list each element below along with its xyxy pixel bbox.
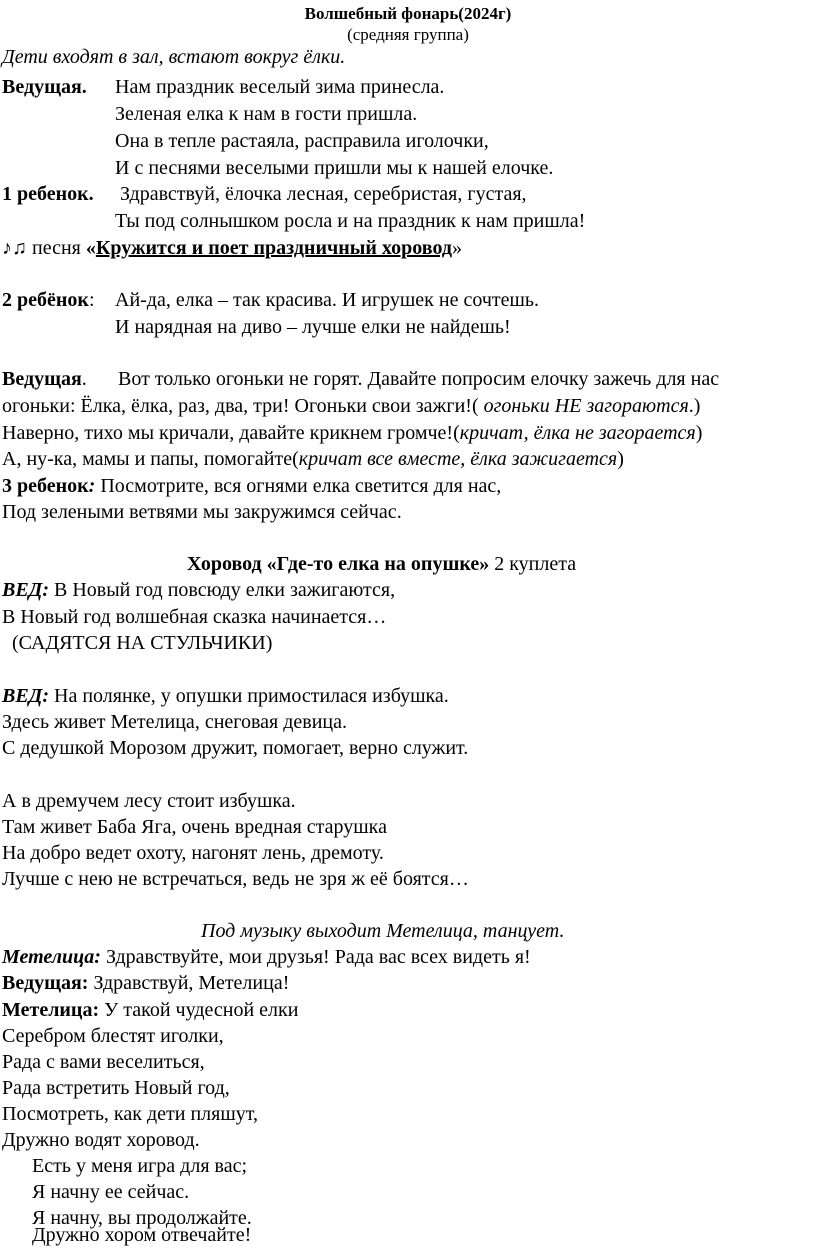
verse-line: Серебром блестят иголки, <box>2 1025 224 1047</box>
stage-direction: Под музыку выходит Метелица, танцует. <box>201 920 565 942</box>
speaker-label: Метелица: <box>2 946 101 968</box>
verse-line: Я начну, вы продолжайте. <box>32 1207 252 1229</box>
song-prefix: песня <box>27 237 86 259</box>
stage-direction: (САДЯТСЯ НА СТУЛЬЧИКИ) <box>12 632 273 654</box>
speaker-label: ВЕД: <box>2 685 50 707</box>
verse-line: Дружно водят хоровод. <box>2 1129 200 1151</box>
verse-line: Дружно хором отвечайте! <box>32 1224 252 1246</box>
verse-line <box>2 393 700 419</box>
line-text: Посмотрите, вся огнями елка светится для нас, <box>95 475 502 497</box>
verse-line: Есть у меня игра для вас; <box>32 1155 248 1177</box>
verse-line: Я начну ее сейчас. <box>32 1181 190 1203</box>
stage-direction: Дети входят в зал, встают вокруг ёлки. <box>2 46 346 68</box>
line-text: огоньки: Ёлка, ёлка, раз, два, три! Огоньки свои зажги!( <box>2 395 479 417</box>
verse-line: И с песнями веселыми пришли мы к нашей елочке. <box>115 157 554 179</box>
verse-line <box>2 446 624 472</box>
stage-note: кричат, ёлка не загорается <box>459 422 696 444</box>
line-text: А, ну-ка, мамы и папы, помогайте( <box>2 448 299 470</box>
verse-line <box>2 473 501 499</box>
document-title: Волшебный фонарь(2024г) <box>304 4 512 23</box>
song-title: Кружится и поет праздничный хоровод <box>95 237 452 259</box>
line-text: Здравствуй, Метелица! <box>88 972 290 994</box>
verse-line: А в дремучем лесу стоит избушка. <box>2 790 296 812</box>
verse-line: На добро ведет охоту, нагонят лень, дремоту. <box>2 842 384 864</box>
verse-line: Зеленая елка к нам в гости пришла. <box>115 103 418 125</box>
stage-note: кричат все вместе, ёлка зажигается <box>298 448 618 470</box>
song-line <box>2 235 462 261</box>
colon: : <box>88 289 95 311</box>
line-text: У такой чудесной елки <box>99 999 299 1021</box>
line-text: Здравствуйте, мои друзья! Рада вас всех видеть я! <box>100 946 531 968</box>
dot: . <box>81 368 87 390</box>
document-subtitle: (средняя группа) <box>347 25 469 44</box>
quote-open: « <box>85 237 96 259</box>
verse-line: И нарядная на диво – лучше елки не найдешь! <box>115 316 511 338</box>
verse-line: Посмотреть, как дети пляшут, <box>2 1103 258 1125</box>
verse-line <box>2 683 449 709</box>
verse-line <box>2 997 298 1023</box>
colon: : <box>88 475 96 497</box>
speaker-label: 2 ребёнок <box>2 289 89 311</box>
quote-close: » <box>452 237 462 259</box>
line-end: .) <box>688 395 701 417</box>
verse-line: Вот только огоньки не горят. Давайте попросим елочку зажечь для нас <box>118 368 720 390</box>
verse-line: Она в тепле растаяла, расправила иголочки, <box>115 130 489 152</box>
speaker-label: 1 ребенок. <box>2 183 94 205</box>
speaker-label: ВЕД: <box>2 579 50 601</box>
verse-line: Здравствуй, ёлочка лесная, серебристая, густая, <box>120 183 527 205</box>
verse-line: Здесь живет Метелица, снеговая девица. <box>2 711 348 733</box>
verse-line <box>2 420 702 446</box>
verse-line: Ты под солнышком росла и на праздник к нам пришла! <box>115 210 586 232</box>
round-dance-title: Хоровод «Где-то елка на опушке» <box>187 553 490 575</box>
verse-line: Там живет Баба Яга, очень вредная старушка <box>2 816 387 838</box>
verse-line: Нам праздник веселый зима принесла. <box>115 76 445 98</box>
speaker-label: Ведущая <box>2 368 82 390</box>
stage-note: огоньки НЕ загораются <box>478 395 689 417</box>
line-text: Наверно, тихо мы кричали, давайте крикнем громче!( <box>2 422 460 444</box>
section-heading <box>187 551 576 577</box>
verse-line: Под зелеными ветвями мы закружимся сейчас. <box>2 501 402 523</box>
line-text: В Новый год повсюду елки зажигаются, <box>49 579 396 601</box>
speaker-label: Ведущая. <box>2 76 87 98</box>
verse-line: В Новый год волшебная сказка начинается… <box>2 606 387 628</box>
verse-line: Лучше с нею не встречаться, ведь не зря ж её боятся… <box>2 868 469 890</box>
music-notes-icon: ♪♫ <box>2 237 27 259</box>
verse-line <box>2 577 395 603</box>
verses-count: 2 куплета <box>489 553 577 575</box>
speaker-line <box>2 287 95 313</box>
speaker-line <box>2 366 87 392</box>
line-end: ) <box>695 422 703 444</box>
verse-line <box>2 944 531 970</box>
verse-line <box>2 970 289 996</box>
verse-line: С дедушкой Морозом дружит, помогает, верно служит. <box>2 737 469 759</box>
verse-line: Рада встретить Новый год, <box>2 1077 230 1099</box>
line-end: ) <box>617 448 624 470</box>
verse-line: Рада с вами веселиться, <box>2 1051 205 1073</box>
speaker-label: 3 ребенок <box>2 475 89 497</box>
speaker-label: Метелица: <box>2 999 100 1021</box>
line-text: На полянке, у опушки примостилася избушка. <box>49 685 449 707</box>
speaker-label: Ведущая: <box>2 972 89 994</box>
verse-line: Ай-да, елка – так красива. И игрушек не сочтешь. <box>115 289 540 311</box>
